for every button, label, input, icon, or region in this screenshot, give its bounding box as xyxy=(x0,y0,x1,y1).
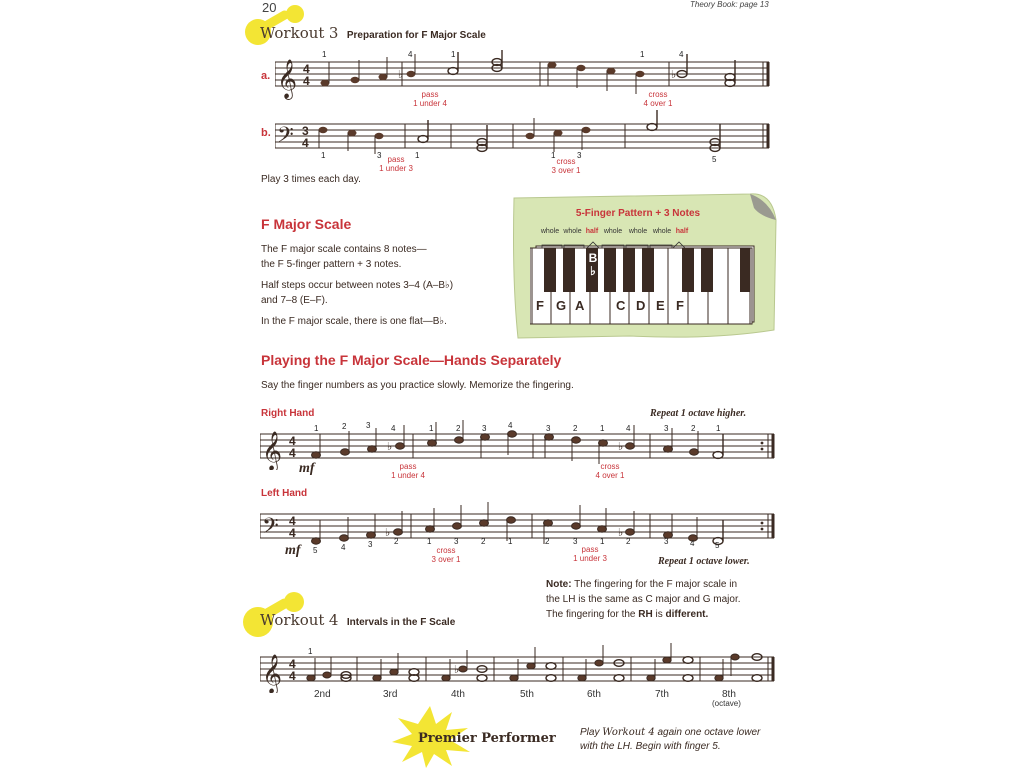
interval-6th: 6th xyxy=(587,689,601,700)
svg-text:1: 1 xyxy=(600,424,605,433)
fmajor-heading: F Major Scale xyxy=(261,216,352,232)
svg-text:5: 5 xyxy=(712,155,717,164)
workout3-number: 3 xyxy=(328,24,339,42)
hands-instruction: Say the finger numbers as you practice slowly. Memorize the fingering. xyxy=(261,380,574,391)
svg-text:1: 1 xyxy=(308,647,313,656)
b-pass: pass xyxy=(387,155,405,164)
step-4: whole xyxy=(603,228,623,235)
workout4-staff xyxy=(260,643,780,693)
svg-text:4: 4 xyxy=(391,424,396,433)
lh-pass-sub: 1 under 3 xyxy=(573,554,607,563)
octave-note: (octave) xyxy=(712,699,741,708)
svg-text:1: 1 xyxy=(716,424,721,433)
svg-text:3: 3 xyxy=(664,424,669,433)
fmajor-p1-line2: the F 5-finger pattern + 3 notes. xyxy=(261,259,402,270)
keyboard-title: 5-Finger Pattern + 3 Notes xyxy=(575,208,701,219)
key-e-label: E xyxy=(656,298,665,313)
workout3-word: Workout xyxy=(260,24,325,42)
svg-text:𝄞: 𝄞 xyxy=(277,60,298,98)
workout3-heading xyxy=(260,24,486,43)
key-c-label: C xyxy=(616,298,626,313)
svg-text:𝄞: 𝄞 xyxy=(262,655,283,693)
svg-text:1: 1 xyxy=(321,151,326,160)
a-pass: pass xyxy=(421,90,439,99)
svg-text:4: 4 xyxy=(302,136,309,150)
interval-8th: 8th xyxy=(722,689,736,700)
lh-cross-sub: 3 over 1 xyxy=(431,555,461,564)
svg-text:1: 1 xyxy=(451,50,456,59)
svg-text:𝄢: 𝄢 xyxy=(277,122,294,152)
fmajor-description xyxy=(261,242,501,329)
step-7: half xyxy=(675,228,689,235)
svg-text:1: 1 xyxy=(415,151,420,160)
a-cross-label xyxy=(628,90,688,108)
a-cross-sub: 4 over 1 xyxy=(643,99,673,108)
rh-cross-label xyxy=(580,462,640,480)
svg-text:4: 4 xyxy=(408,50,413,59)
svg-text:1: 1 xyxy=(314,424,319,433)
svg-text:1: 1 xyxy=(427,537,432,546)
svg-text:1: 1 xyxy=(600,537,605,546)
note-line3-c: is xyxy=(652,609,666,620)
svg-text:♭: ♭ xyxy=(454,664,460,676)
svg-text:4: 4 xyxy=(303,74,310,88)
page-number: 20 xyxy=(262,0,277,15)
white-key-labels xyxy=(532,298,752,318)
step-6: whole xyxy=(652,228,672,235)
note-line3-d: different. xyxy=(665,609,709,620)
lh-pass: pass xyxy=(581,545,599,554)
svg-text:5: 5 xyxy=(715,541,720,550)
lh-repeat: Repeat 1 octave lower. xyxy=(658,556,750,567)
svg-text:♭: ♭ xyxy=(398,69,404,81)
svg-text:1: 1 xyxy=(640,50,645,59)
svg-text:4: 4 xyxy=(690,539,695,548)
svg-text:4: 4 xyxy=(289,669,296,683)
svg-text:2: 2 xyxy=(626,537,631,546)
workout3-staff-a xyxy=(275,50,775,110)
svg-text:3: 3 xyxy=(377,151,382,160)
lh-cross: cross xyxy=(436,546,456,555)
svg-text:𝄢: 𝄢 xyxy=(262,513,279,543)
svg-text:♭: ♭ xyxy=(618,527,624,539)
b-cross-sub: 3 over 1 xyxy=(551,166,581,175)
line-a-label: a. xyxy=(261,70,271,82)
premier-performer-badge: Premier Performer xyxy=(418,731,556,746)
rh-pass-label xyxy=(378,462,438,480)
svg-text:2: 2 xyxy=(394,537,399,546)
workout4-title: Intervals in the F Scale xyxy=(346,617,456,628)
svg-text:3: 3 xyxy=(482,424,487,433)
svg-text:2: 2 xyxy=(342,422,347,431)
lh-label: Left Hand xyxy=(261,488,308,499)
svg-text:♭: ♭ xyxy=(618,441,624,453)
interval-2nd: 2nd xyxy=(314,689,331,700)
rh-cross-sub: 4 over 1 xyxy=(595,471,625,480)
svg-text:♭: ♭ xyxy=(387,441,393,453)
svg-text:5: 5 xyxy=(313,546,318,555)
svg-text:4: 4 xyxy=(679,50,684,59)
rh-dynamic: mf xyxy=(299,461,315,476)
workout4-word: Workout xyxy=(260,611,325,629)
svg-text:3: 3 xyxy=(454,537,459,546)
svg-text:1: 1 xyxy=(508,537,513,546)
svg-text:4: 4 xyxy=(626,424,631,433)
workout3-title: Preparation for F Major Scale xyxy=(346,30,486,41)
premier-line1-a: Play xyxy=(580,727,603,738)
workout4-heading xyxy=(260,611,455,630)
svg-text:𝄞: 𝄞 xyxy=(262,432,283,470)
b-cross: cross xyxy=(556,157,576,166)
premier-instruction xyxy=(580,726,760,754)
svg-text:4: 4 xyxy=(303,62,310,76)
interval-5th: 5th xyxy=(520,689,534,700)
b-cross-label xyxy=(536,157,596,175)
svg-text:♭: ♭ xyxy=(385,527,391,539)
premier-line1-c: again one octave lower xyxy=(654,727,761,738)
bflat-sign: ♭ xyxy=(590,264,596,278)
rh-repeat: Repeat 1 octave higher. xyxy=(650,408,747,419)
key-d-label: D xyxy=(636,298,646,313)
a-cross: cross xyxy=(648,90,668,99)
bflat-key-label xyxy=(587,252,599,278)
svg-text:1: 1 xyxy=(429,424,434,433)
svg-text:2: 2 xyxy=(691,424,696,433)
line-b-label: b. xyxy=(261,127,271,139)
b-pass-sub: 1 under 3 xyxy=(379,164,413,173)
svg-text:4: 4 xyxy=(289,434,296,448)
svg-text:4: 4 xyxy=(341,543,346,552)
a-pass-label xyxy=(400,90,460,108)
step-5: whole xyxy=(628,228,648,235)
step-1: whole xyxy=(540,228,560,235)
interval-7th: 7th xyxy=(655,689,669,700)
note-label: Note: xyxy=(546,579,572,590)
lh-staff xyxy=(260,500,780,555)
svg-text:3: 3 xyxy=(664,537,669,546)
svg-text:2: 2 xyxy=(481,537,486,546)
lh-pass-label xyxy=(560,545,620,563)
lh-cross-label xyxy=(416,546,476,564)
note-line1: The fingering for the F major scale in xyxy=(574,579,738,590)
a-pass-sub: 1 under 4 xyxy=(413,99,447,108)
svg-text:4: 4 xyxy=(508,421,513,430)
svg-text:2: 2 xyxy=(456,424,461,433)
lh-dynamic: mf xyxy=(285,543,301,558)
svg-text:4: 4 xyxy=(289,657,296,671)
interval-3rd: 3rd xyxy=(383,689,398,700)
b-pass-label xyxy=(366,155,426,173)
step-2: whole xyxy=(563,228,582,235)
fingering-note xyxy=(546,577,776,622)
svg-text:3: 3 xyxy=(573,537,578,546)
fmajor-p2-line2: and 7–8 (E–F). xyxy=(261,295,328,306)
svg-text:3: 3 xyxy=(368,540,373,549)
svg-text:3: 3 xyxy=(302,124,309,138)
key-a-label: A xyxy=(575,298,585,313)
svg-text:3: 3 xyxy=(366,421,371,430)
note-line2: the LH is the same as C major and G major. xyxy=(546,594,741,605)
note-line3-a: The fingering for the xyxy=(546,609,639,620)
svg-text:4: 4 xyxy=(289,446,296,460)
key-g-label: G xyxy=(556,298,567,313)
svg-text:4: 4 xyxy=(289,514,296,528)
svg-text:♭: ♭ xyxy=(671,69,677,81)
svg-text:4: 4 xyxy=(289,526,296,540)
workout4-number: 4 xyxy=(328,611,339,629)
rh-pass: pass xyxy=(399,462,417,471)
theory-book-reference: Theory Book: page 13 xyxy=(690,0,769,9)
svg-text:1: 1 xyxy=(322,50,327,59)
interval-4th: 4th xyxy=(451,689,465,700)
rh-staff xyxy=(260,420,780,470)
rh-cross: cross xyxy=(600,462,620,471)
bflat-letter: B xyxy=(588,251,598,265)
svg-text:2: 2 xyxy=(545,537,550,546)
workout3-staff-b xyxy=(275,110,775,165)
fmajor-p2-line1: Half steps occur between notes 3–4 (A–B♭) xyxy=(261,280,454,291)
rh-label: Right Hand xyxy=(261,408,315,419)
rh-pass-sub: 1 under 4 xyxy=(391,471,425,480)
key-f2-label: F xyxy=(676,298,684,313)
premier-line1-b: Workout 4 xyxy=(602,727,655,738)
note-line3-b: RH xyxy=(638,609,653,620)
hands-heading: Playing the F Major Scale—Hands Separately xyxy=(261,352,562,368)
svg-text:1: 1 xyxy=(551,151,556,160)
play-instruction: Play 3 times each day. xyxy=(261,174,361,185)
svg-text:2: 2 xyxy=(573,424,578,433)
step-3: half xyxy=(585,228,599,235)
premier-line2: with the LH. Begin with finger 5. xyxy=(580,741,721,752)
key-f-label: F xyxy=(536,298,544,313)
svg-text:3: 3 xyxy=(577,151,582,160)
svg-text:3: 3 xyxy=(546,424,551,433)
fmajor-p1-line1: The F major scale contains 8 notes— xyxy=(261,244,427,255)
fmajor-p3: In the F major scale, there is one flat—B♭. xyxy=(261,316,447,327)
